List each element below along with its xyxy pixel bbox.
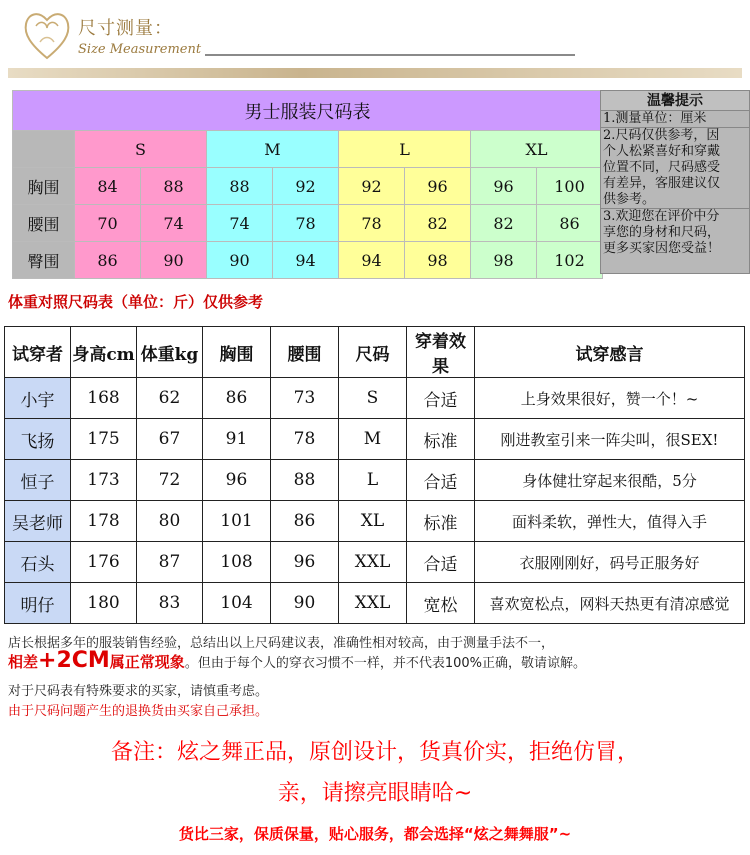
note-experience: 店长根据多年的服装销售经验，总结出以上尺码建议表，准确性相对较高，由于测量手法不一， xyxy=(8,636,555,651)
table-cell: 88 xyxy=(207,168,273,205)
size-table xyxy=(12,90,603,279)
table-cell: XL xyxy=(339,501,407,542)
table-cell: 98 xyxy=(471,242,537,279)
table-cell: 身体健壮穿起来很酷，5分 xyxy=(475,460,745,501)
table-cell: 86 xyxy=(271,501,339,542)
column-header: 胸围 xyxy=(203,327,271,378)
table-cell: 178 xyxy=(71,501,137,542)
table-cell: XXL xyxy=(339,583,407,624)
column-header: 尺码 xyxy=(339,327,407,378)
column-header: 腰围 xyxy=(271,327,339,378)
tips-line: 享您的身材和尺码， xyxy=(603,225,721,240)
table-cell: 恒子 xyxy=(5,460,71,501)
heart-logo-icon xyxy=(22,6,72,62)
table-cell: 82 xyxy=(405,205,471,242)
table-cell: 合适 xyxy=(407,378,475,419)
tips-line: 个人松紧喜好和穿戴 xyxy=(603,144,721,159)
table-cell: 88 xyxy=(271,460,339,501)
column-header: 身高cm xyxy=(71,327,137,378)
table-cell: 176 xyxy=(71,542,137,583)
table-row xyxy=(5,501,745,542)
remark-compare: 货比三家，保质保量，贴心服务，都会选择“炫之舞舞服”~ xyxy=(178,825,572,843)
table-cell: 101 xyxy=(203,501,271,542)
table-cell: 喜欢宽松点，网料天热更有清凉感觉 xyxy=(475,583,745,624)
tips-line: 2.尺码仅供参考，因 xyxy=(601,127,749,144)
table-cell: 衣服刚刚好，码号正服务好 xyxy=(475,542,745,583)
note-tolerance-prefix: 相差 xyxy=(8,653,39,671)
table-cell: 石头 xyxy=(5,542,71,583)
size-header-xl: XL xyxy=(471,131,603,168)
header-title: 尺寸测量： xyxy=(78,18,173,39)
tips-line: 3.欢迎您在评价中分 xyxy=(601,208,749,225)
table-row xyxy=(5,378,745,419)
table-cell: M xyxy=(339,419,407,460)
row-label: 腰围 xyxy=(13,205,75,242)
table-cell: 74 xyxy=(207,205,273,242)
note-return: 由于尺码问题产生的退换货由买家自己承担。 xyxy=(8,704,269,719)
note-special: 对于尺码表有特殊要求的买家，请慎重考虑。 xyxy=(8,684,269,699)
table-cell: 96 xyxy=(471,168,537,205)
table-cell: 刚进教室引来一阵尖叫，很SEX! xyxy=(475,419,745,460)
size-header-s: S xyxy=(75,131,207,168)
note-tolerance-suffix: 属正常现象 xyxy=(109,653,185,671)
table-cell: 宽松 xyxy=(407,583,475,624)
table-cell: 82 xyxy=(471,205,537,242)
header-divider xyxy=(205,54,575,56)
weight-table-title: 体重对照尺码表（单位：斤）仅供参考 xyxy=(8,293,264,311)
table-cell: 78 xyxy=(339,205,405,242)
table-cell: XXL xyxy=(339,542,407,583)
remark-authentic: 备注：炫之舞正品，原创设计，货真价实，拒绝仿冒， xyxy=(110,740,639,765)
table-cell: 86 xyxy=(75,242,141,279)
tips-line: 供参考。 xyxy=(603,192,656,207)
table-cell: 175 xyxy=(71,419,137,460)
table-cell: 面料柔软，弹性大，值得入手 xyxy=(475,501,745,542)
table-cell: 标准 xyxy=(407,419,475,460)
table-row xyxy=(5,542,745,583)
tips-line: 更多买家因您受益！ xyxy=(603,241,721,256)
table-cell: 合适 xyxy=(407,460,475,501)
tips-line: 位置不同，尺码感受 xyxy=(603,160,721,175)
table-header-row xyxy=(5,327,745,378)
column-header: 试穿感言 xyxy=(475,327,745,378)
header-subtitle: Size Measurement xyxy=(78,42,202,57)
table-cell: 78 xyxy=(273,205,339,242)
table-cell: 102 xyxy=(537,242,603,279)
size-header-m: M xyxy=(207,131,339,168)
note-tolerance xyxy=(8,648,586,673)
table-cell: 91 xyxy=(203,419,271,460)
table-cell: 86 xyxy=(537,205,603,242)
table-row xyxy=(5,419,745,460)
table-cell: 173 xyxy=(71,460,137,501)
table-cell: 92 xyxy=(273,168,339,205)
size-row-chest xyxy=(13,168,603,205)
remark-eyes: 亲，请擦亮眼睛哈~ xyxy=(277,781,473,806)
table-cell: 标准 xyxy=(407,501,475,542)
table-cell: 86 xyxy=(203,378,271,419)
size-row-waist xyxy=(13,205,603,242)
column-header: 穿着效果 xyxy=(407,327,475,378)
table-cell: 70 xyxy=(75,205,141,242)
row-label: 胸围 xyxy=(13,168,75,205)
table-cell: 73 xyxy=(271,378,339,419)
size-header-l: L xyxy=(339,131,471,168)
table-cell: 80 xyxy=(137,501,203,542)
table-cell: 96 xyxy=(405,168,471,205)
table-cell: 104 xyxy=(203,583,271,624)
note-tolerance-rest: 。但由于每个人的穿衣习惯不一样，并不代表100%正确，敬请谅解。 xyxy=(184,656,586,671)
table-cell: 72 xyxy=(137,460,203,501)
note-tolerance-value: +2CM xyxy=(38,648,110,673)
page-header xyxy=(0,0,750,80)
table-cell: 98 xyxy=(405,242,471,279)
table-cell: 96 xyxy=(203,460,271,501)
size-header-blank xyxy=(13,131,75,168)
table-cell: 83 xyxy=(137,583,203,624)
table-cell: 96 xyxy=(271,542,339,583)
table-cell: 吴老师 xyxy=(5,501,71,542)
table-cell: 明仔 xyxy=(5,583,71,624)
table-cell: 62 xyxy=(137,378,203,419)
table-cell: 78 xyxy=(271,419,339,460)
table-cell: 合适 xyxy=(407,542,475,583)
header-band xyxy=(8,68,742,78)
table-cell: 90 xyxy=(141,242,207,279)
table-cell: S xyxy=(339,378,407,419)
table-cell: 84 xyxy=(75,168,141,205)
column-header: 体重kg xyxy=(137,327,203,378)
tips-panel xyxy=(600,90,750,274)
table-cell: 100 xyxy=(537,168,603,205)
table-cell: 108 xyxy=(203,542,271,583)
table-cell: 92 xyxy=(339,168,405,205)
table-cell: 168 xyxy=(71,378,137,419)
tips-line: 1.测量单位：厘米 xyxy=(603,111,707,126)
size-row-hip xyxy=(13,242,603,279)
column-header: 试穿者 xyxy=(5,327,71,378)
table-cell: L xyxy=(339,460,407,501)
table-cell: 67 xyxy=(137,419,203,460)
weight-table xyxy=(4,326,745,624)
table-cell: 90 xyxy=(207,242,273,279)
tips-title: 温馨提示 xyxy=(601,91,749,111)
table-cell: 88 xyxy=(141,168,207,205)
table-cell: 87 xyxy=(137,542,203,583)
row-label: 臀围 xyxy=(13,242,75,279)
table-cell: 94 xyxy=(273,242,339,279)
table-row xyxy=(5,460,745,501)
table-cell: 74 xyxy=(141,205,207,242)
table-cell: 小宇 xyxy=(5,378,71,419)
table-cell: 94 xyxy=(339,242,405,279)
table-cell: 90 xyxy=(271,583,339,624)
table-cell: 180 xyxy=(71,583,137,624)
table-cell: 上身效果很好，赞一个！~ xyxy=(475,378,745,419)
table-cell: 飞扬 xyxy=(5,419,71,460)
table-row xyxy=(5,583,745,624)
tips-line: 有差异，客服建议仅 xyxy=(603,176,721,191)
size-table-title: 男士服装尺码表 xyxy=(13,91,603,131)
